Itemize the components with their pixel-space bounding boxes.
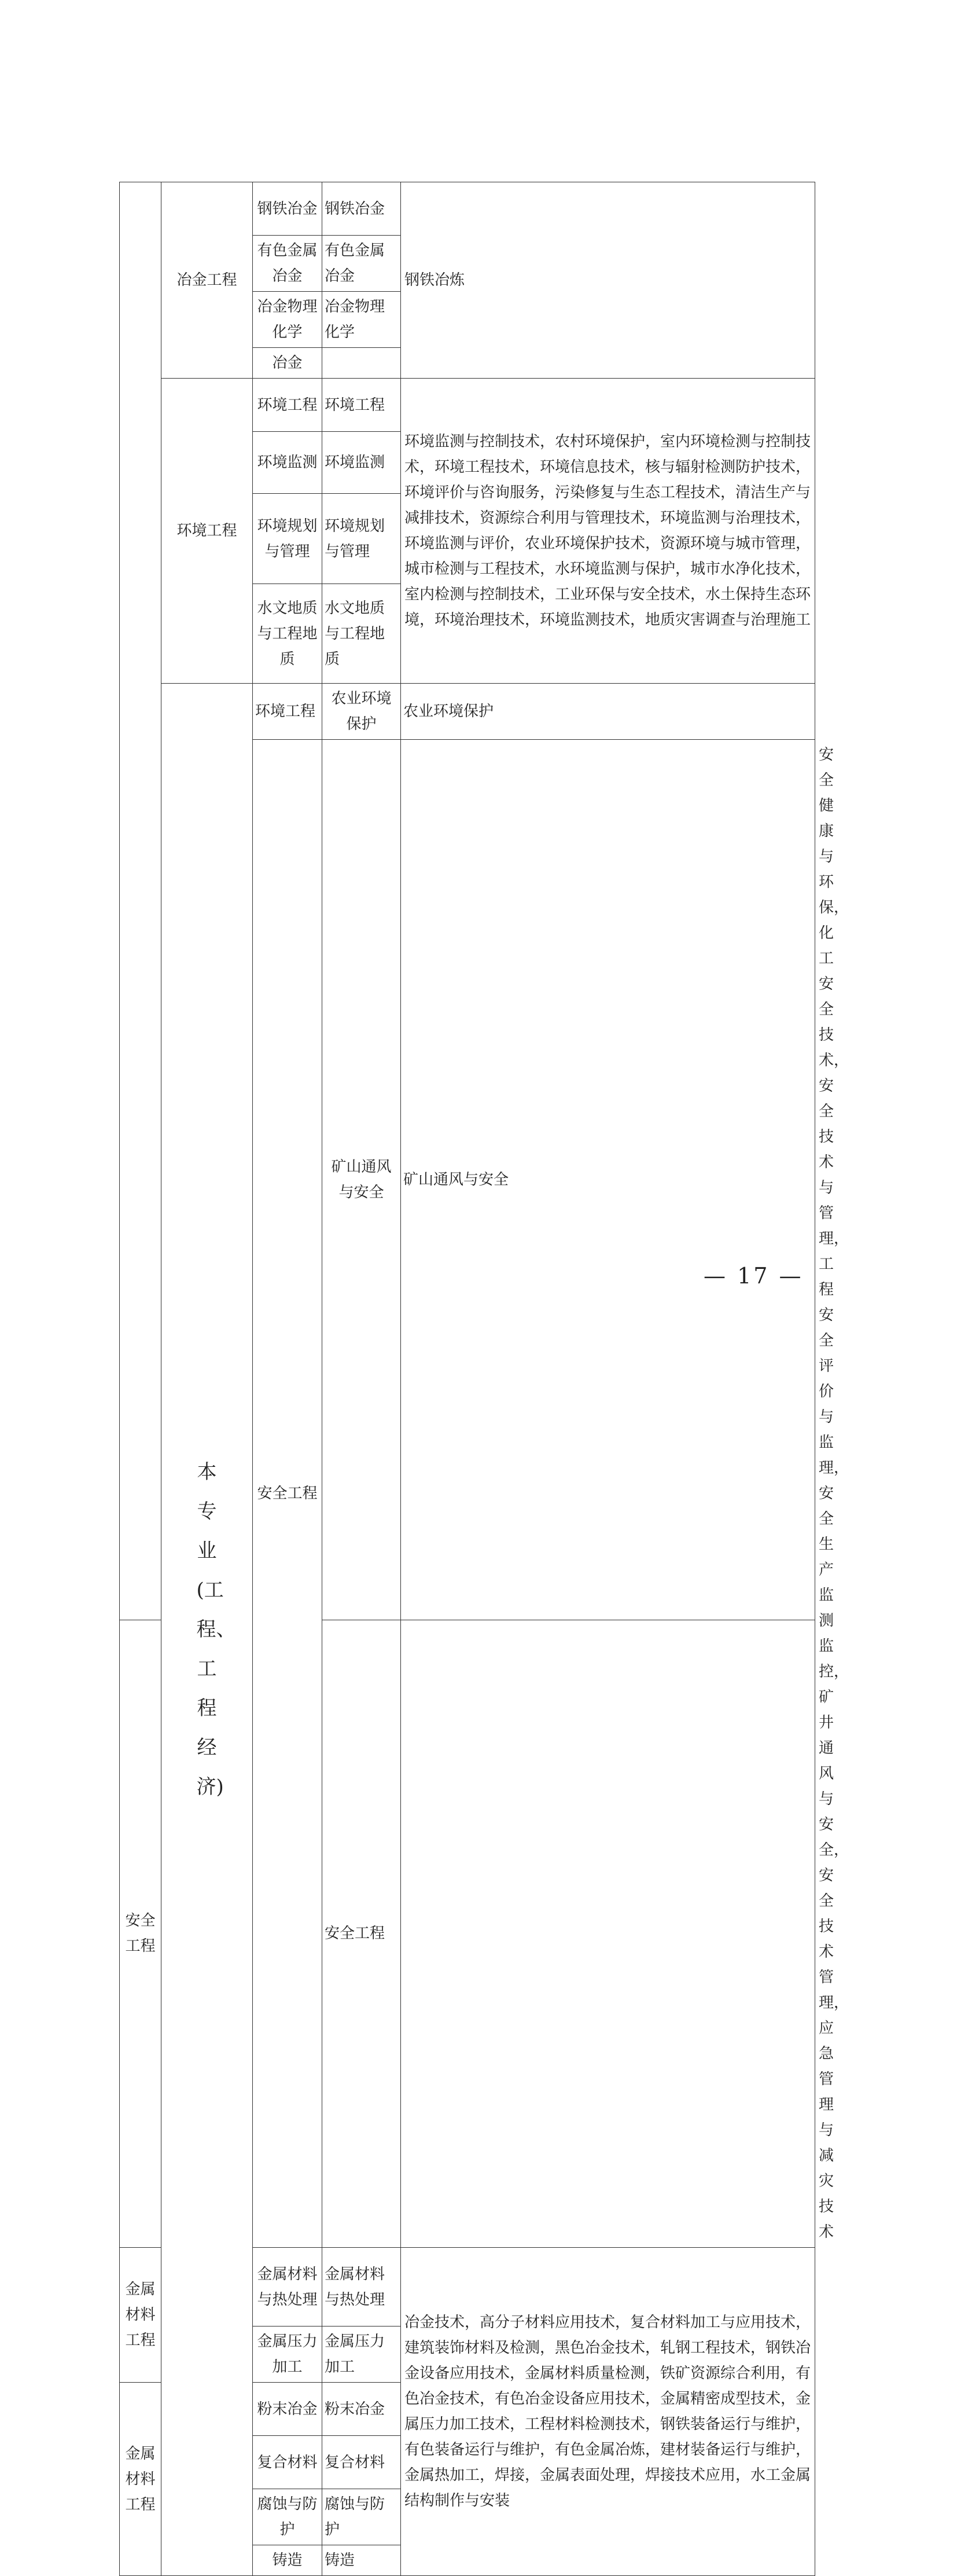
sub-major-cell: 冶金: [253, 348, 322, 379]
alt-major-cell: 环境规划与管理: [322, 494, 401, 584]
sub-major-cell: 环境工程: [253, 379, 322, 432]
major-cell: 金属材料工程: [120, 2248, 161, 2383]
related-majors-cell: 环境监测与控制技术，农村环境保护，室内环境检测与控制技术，环境工程技术，环境信息技术，核与辐射检测防护技术，环境评价与咨询服务，污染修复与生态工程技术，清洁生产与减排技术，资源综合利用与管理技术，环境监测与治理技术，环境监测与评价，农业环境保护技术，资源环境与城市管理，城市检测与工程技术，水环境监测与保护，城市水净化技术，室内检测与控制技术，工业环保与安全技术，水土保持生态环境，环境治理技术，环境监测技术，地质灾害调查与治理施工: [401, 379, 815, 684]
sub-major-cell: 钢铁冶金: [253, 182, 322, 236]
major-cell: 安全工程: [253, 740, 322, 2248]
alt-major-cell: 腐蚀与防护: [322, 2489, 401, 2545]
alt-major-cell: 环境工程: [322, 379, 401, 432]
alt-major-cell: 矿山通风与安全: [401, 740, 815, 1620]
sub-major-cell: 环境监测: [253, 432, 322, 494]
sub-major-cell: 冶金物理化学: [253, 292, 322, 348]
sub-major-cell: 环境规划与管理: [253, 494, 322, 584]
sub-major-cell: 矿山通风与安全: [322, 740, 401, 1620]
alt-major-cell: 安全工程: [322, 1620, 401, 2248]
table-row: [120, 379, 815, 432]
alt-major-cell: [322, 348, 401, 379]
page-number: — 17 —: [704, 1263, 804, 1289]
major-cell: 环境工程: [253, 684, 322, 740]
alt-major-cell: 环境监测: [322, 432, 401, 494]
related-majors-cell: 钢铁冶炼: [401, 182, 815, 379]
sub-major-cell: 安全工程: [120, 1620, 161, 2248]
alt-major-cell: 铸造: [322, 2545, 401, 2576]
alt-major-cell: 农业环境保护: [401, 684, 815, 740]
major-cell: 冶金工程: [161, 182, 253, 379]
alt-major-cell: 复合材料: [322, 2436, 401, 2489]
major-cell: 环境工程: [161, 379, 253, 684]
alt-major-cell: 金属压力加工: [322, 2327, 401, 2383]
sub-major-cell: 水文地质与工程地质: [253, 584, 322, 684]
major-cell: 金属材料工程: [120, 2383, 161, 2576]
table-row: 安全工程 矿山通风与安全 矿山通风与安全 安全健康与环保，化工安全技术，安全技术与管理，工程安全评价与监理，安全生产监测监控，矿井通风与安全，安全技术管理，应急管理与减灾技术: [120, 740, 815, 1620]
alt-major-cell: 有色金属冶金: [322, 236, 401, 292]
alt-major-cell: 粉末冶金: [322, 2383, 401, 2436]
sub-major-cell: 腐蚀与防护: [253, 2489, 322, 2545]
sub-major-cell: 金属材料与热处理: [253, 2248, 322, 2327]
table-row: [120, 684, 815, 740]
sub-major-cell: 有色金属冶金: [253, 236, 322, 292]
alt-major-cell: 冶金物理化学: [322, 292, 401, 348]
alt-major-cell: 钢铁冶金: [322, 182, 401, 236]
category-label: 本专业(工程、工程经济): [196, 1461, 236, 1799]
sub-major-cell: 复合材料: [253, 2436, 322, 2489]
table-row: [120, 182, 815, 236]
sub-major-cell: 粉末冶金: [253, 2383, 322, 2436]
sub-major-cell: 农业环境保护: [322, 684, 401, 740]
category-cell-empty: [120, 182, 161, 1620]
related-majors-cell: 冶金技术，高分子材料应用技术，复合材料加工与应用技术， 建筑装饰材料及检测，黑色冶金技术，轧钢工程技术，钢铁冶金设备应用技术，金属材料质量检测，铁矿资源综合利用，有色冶金技术，有色冶金设备应用技术，金属精密成型技术，金属压力加工技术，工程材料检测技术，钢铁装备运行与维护，有色装备运行与维护，有色金属冶炼，建材装备运行与维护，金属热加工，焊接，金属表面处理，焊接技术应用，水工金属结构制作与安装: [401, 2248, 815, 2576]
specialty-table: [119, 182, 849, 2576]
alt-major-cell: 金属材料与热处理: [322, 2248, 401, 2327]
sub-major-cell: 金属压力加工: [253, 2327, 322, 2383]
category-cell: [161, 684, 253, 2576]
sub-major-cell: 铸造: [253, 2545, 322, 2576]
alt-major-cell: 水文地质与工程地质: [322, 584, 401, 684]
